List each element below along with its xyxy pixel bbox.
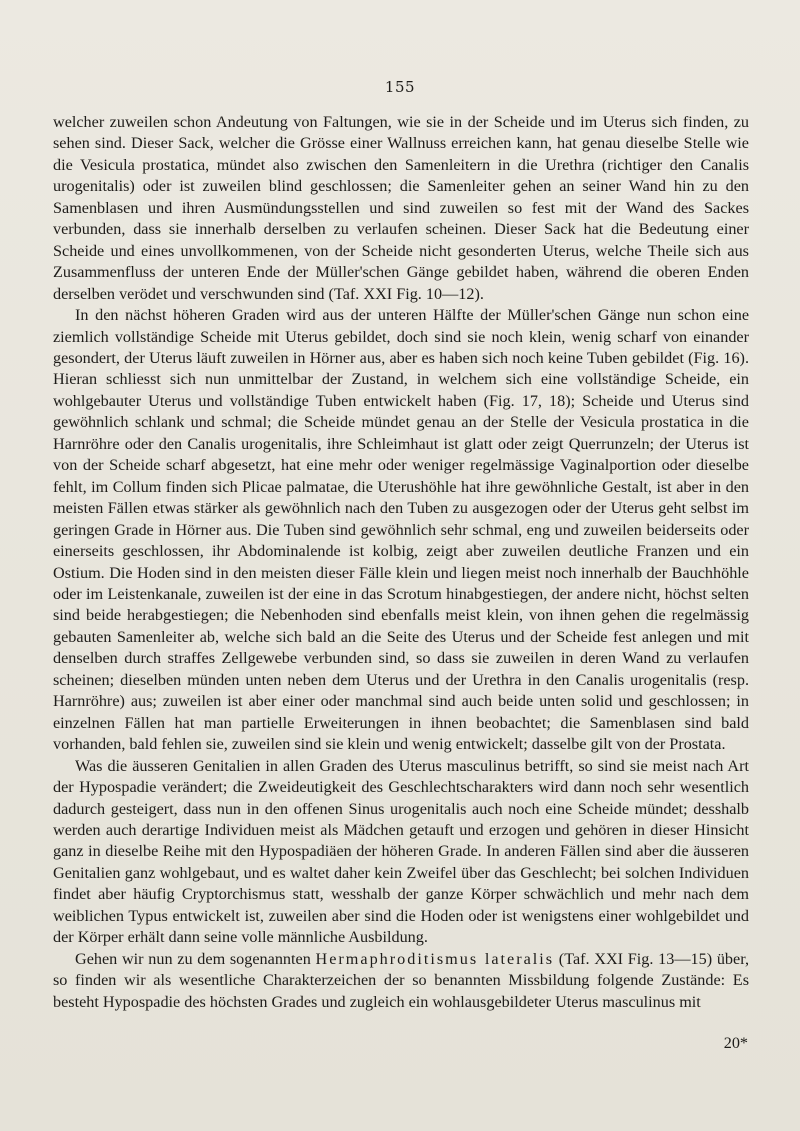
signature-mark: 20* xyxy=(723,1034,748,1052)
paragraph-4-rest: (Taf. XXI Fig. 13—15) über, so finden wir als wesentliche Charakterzeichen der so benannten Missbildung folgende Zustände: Es besteht Hypospadie des höchsten Grades und zugleich ein wohlausgebildeter Uterus masculinus mit xyxy=(53,949,749,1011)
body-text xyxy=(53,112,749,1013)
paragraph-4 xyxy=(53,949,749,1013)
page-number: 155 xyxy=(384,78,416,96)
paragraph-1: welcher zuweilen schon Andeutung von Faltungen, wie sie in der Scheide und im Uterus sich finden, zu sehen sind. Dieser Sack, welcher die Grösse einer Wallnuss erreichen kann, hat genau dieselbe Stelle wie die Vesicula prostatica, mündet also zwischen den Samenleitern in die Urethra (richtiger den Canalis urogenitalis) oder ist zuweilen blind geschlossen; die Samenleiter gehen an seiner Wand hin zu den Samenblasen und ihren Ausmündungsstellen und sind zuweilen so fest mit der Wand des Sackes verbunden, dass sie innerhalb derselben zu verlaufen scheinen. Dieser Sack hat die Bedeutung einer Scheide und eines unvollkommenen, von der Scheide nicht gesonderten Uterus, welche Theile sich aus Zusammenfluss der unteren Ende der Müller'schen Gänge gebildet haben, während die oberen Enden derselben verödet und verschwunden sind (Taf. XXI Fig. 10—12). xyxy=(53,113,749,303)
paragraph-3: Was die äusseren Genitalien in allen Graden des Uterus masculinus betrifft, so sind sie meist nach Art der Hypospadie verändert; die Zweideutigkeit des Geschlechtscharakters wird dann noch sehr wesentlich dadurch gesteigert, dass nun in den offenen Sinus urogenitalis auch noch eine Scheide mündet; desshalb werden auch derartige Individuen meist als Mädchen getauft und erzogen und gehören in dieser Hinsicht ganz in dieselbe Reihe mit den Hypospadiäen der höheren Grade. In anderen Fällen sind aber die äusseren Genitalien ganz wohlgebaut, und es waltet daher kein Zweifel über das Geschlecht; bei solchen Individuen findet aber häufig Cryptorchismus statt, wesshalb der ganze Körper schwächlich und mehr nach dem weiblichen Typus entwickelt ist, zuweilen aber sind die Hoden oder ist wenigstens einer wohlgebildet und der Körper erhält dann seine volle männliche Ausbildung. xyxy=(53,756,749,947)
paragraph-2: In den nächst höheren Graden wird aus der unteren Hälfte der Müller'schen Gänge nun schon eine ziemlich vollständige Scheide mit Uterus gebildet, doch sind sie noch klein, wenig scharf von einander gesondert, der Uterus läuft zuweilen in Hörner aus, aber es haben sich noch keine Tuben gebildet (Fig. 16). Hieran schliesst sich nun unmittelbar der Zustand, in welchem sich eine vollständige Scheide, ein wohlgebauter Uterus und vollständige Tuben entwickelt haben (Fig. 17, 18); Scheide und Uterus sind gewöhnlich schlank und schmal; die Scheide mündet genau an der Stelle der Vesicula prostatica in die Harnröhre oder den Canalis urogenitalis, ihre Schleimhaut ist glatt oder zeigt Querrunzeln; der Uterus ist von der Scheide scharf abgesetzt, hat eine mehr oder weniger regelmässige Vaginalportion oder dieselbe fehlt, im Collum finden sich Plicae palmatae, die Uterushöhle hat ihre gewöhnliche Gestalt, ist aber in den meisten Fällen etwas stärker als gewöhnlich nach den Tuben zu ausgezogen oder der Uterus geht selbst im geringen Grade in Hörner aus. Die Tuben sind gewöhnlich sehr schmal, eng und zuweilen beiderseits oder einerseits geschlossen, ihr Abdominalende ist kolbig, zeigt aber zuweilen deutliche Franzen und ein Ostium. Die Hoden sind in den meisten dieser Fälle klein und liegen meist noch innerhalb der Bauchhöhle oder im Leistenkanale, zuweilen ist der eine in das Scrotum hinabgestiegen, der andere nicht, höchst selten sind beide herabgestiegen; die Nebenhoden sind ebenfalls meist klein, von ihnen gehen die regelmässig gebauten Samenleiter ab, welche sich bald an die Seite des Uterus und der Scheide fest anlegen und mit denselben durch straffes Zellgewebe verbunden sind, so dass sie zuweilen in deren Wand zu verlaufen scheinen; dieselben münden unten neben dem Uterus und der Urethra in den Canalis urogenitalis (resp. Harnröhre) aus; zuweilen ist aber einer oder manchmal sind auch beide unten solid und geschlossen; in einzelnen Fällen hat man partielle Erweiterungen in ihnen beobachtet; die Samenblasen sind bald vorhanden, bald fehlen sie, zuweilen sind sie klein und wenig entwickelt; dasselbe gilt von der Prostata. xyxy=(53,306,749,754)
paragraph-4-lead: Gehen wir nun zu dem sogenannten xyxy=(75,949,316,968)
term-hermaphroditismus-lateralis: Hermaphroditismus lateralis xyxy=(315,949,555,968)
